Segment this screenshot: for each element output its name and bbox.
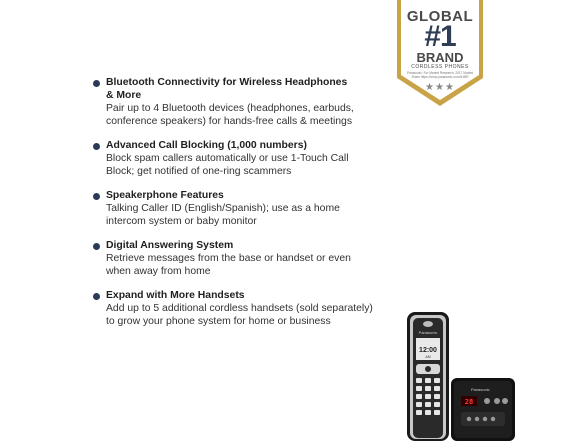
phone-illustration xyxy=(405,310,517,441)
badge-global-text: GLOBAL xyxy=(406,8,474,25)
feature-item xyxy=(93,189,393,228)
handset xyxy=(407,312,449,441)
cordless-phone-product-image xyxy=(405,310,517,441)
handset-screen-mode: AM xyxy=(425,355,431,359)
feature-item xyxy=(93,289,393,328)
bullet-icon xyxy=(93,80,100,87)
handset-screen-time: 12:00 xyxy=(419,347,437,354)
feature-title-line: Bluetooth Connectivity for Wireless Headphones xyxy=(106,77,348,88)
feature-title-line: Advanced Call Blocking (1,000 numbers) xyxy=(106,140,307,151)
feature-description-line: to grow your phone system for home or business xyxy=(106,316,331,327)
feature-item xyxy=(93,139,393,178)
badge-subtitle-text: CORDLESS PHONES xyxy=(411,64,469,70)
feature-description-line: Talking Caller ID (English/Spanish); use as a home xyxy=(106,203,340,214)
feature-title-line: Expand with More Handsets xyxy=(106,290,245,301)
base-unit xyxy=(451,378,515,441)
badge-number-text: #1 xyxy=(424,20,456,53)
feature-title-line: Speakerphone Features xyxy=(106,190,224,201)
feature-description-line: Block; get notified of one-ring scammers xyxy=(106,166,292,177)
feature-description-line: Block spam callers automatically or use 1-Touch Call xyxy=(106,153,349,164)
feature-item xyxy=(93,239,393,278)
handset-brand-text: Panasonic xyxy=(418,330,438,335)
feature-title-line: & More xyxy=(106,90,142,101)
feature-description-line: conference speakers) for hands-free calls & meetings xyxy=(106,116,353,127)
feature-title-line: Digital Answering System xyxy=(106,240,234,251)
badge-brand-text: BRAND xyxy=(416,50,464,65)
feature-description-line: Add up to 5 additional cordless handsets (sold separately) xyxy=(106,303,373,314)
bullet-icon xyxy=(93,293,100,300)
feature-list xyxy=(93,76,393,339)
feature-description-line: when away from home xyxy=(106,266,211,277)
feature-item xyxy=(93,76,393,128)
feature-description-line: Pair up to 4 Bluetooth devices (headphones, earbuds, xyxy=(106,103,354,114)
feature-description-line: intercom system or baby monitor xyxy=(106,216,257,227)
bullet-icon xyxy=(93,143,100,150)
bullet-icon xyxy=(93,193,100,200)
bullet-icon xyxy=(93,243,100,250)
base-brand-text: Panasonic xyxy=(471,387,490,392)
base-display-digits: 28 xyxy=(464,398,474,406)
feature-description-line: Retrieve messages from the base or handset or even xyxy=(106,253,351,264)
badge-stars-icon: ★★★ xyxy=(425,82,455,93)
badge-fine-print: Panasonic: For Market Research, 2017 Market Share https://shop.panasonic.com/#1BR xyxy=(406,71,474,79)
global-number-one-brand-badge xyxy=(395,0,485,108)
